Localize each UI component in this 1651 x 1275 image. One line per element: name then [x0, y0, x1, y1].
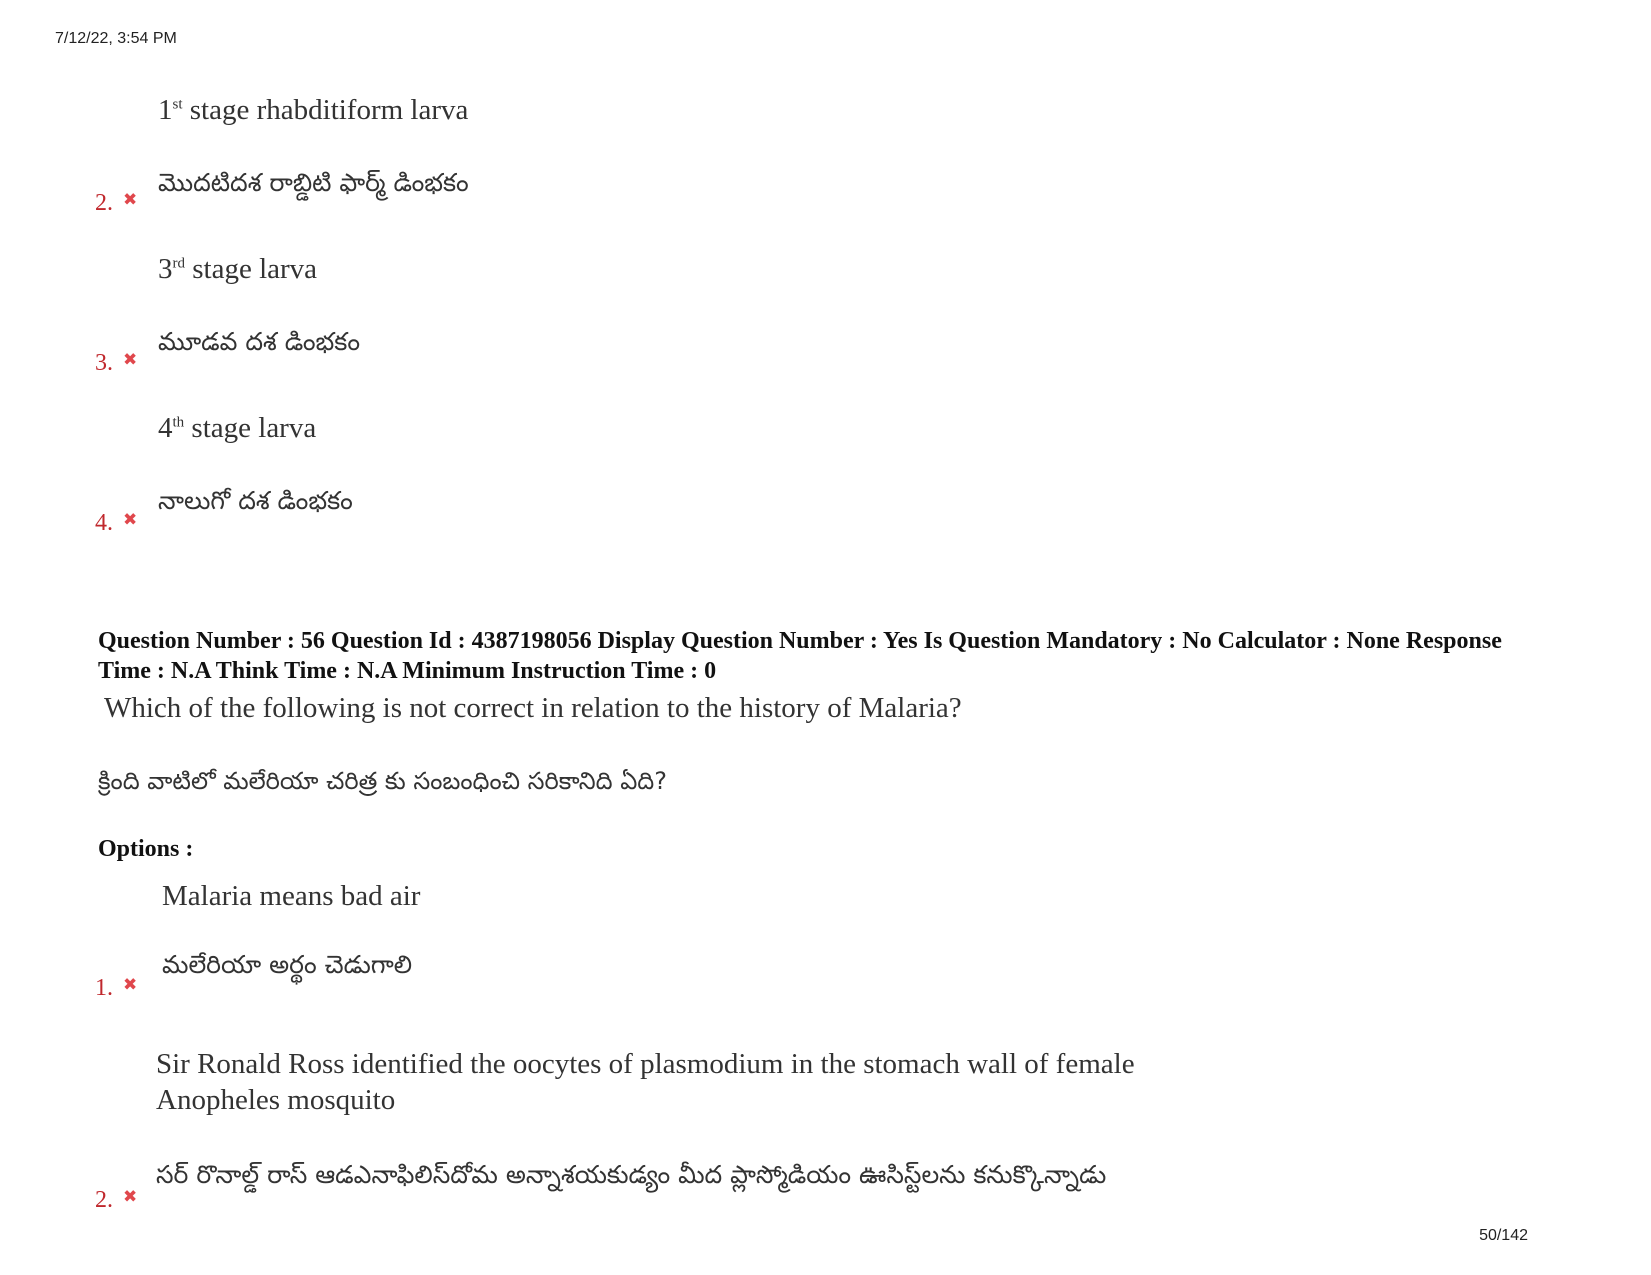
- option-1-english: Malaria means bad air: [162, 880, 421, 912]
- question-text-english: Which of the following is not correct in relation to the history of Malaria?: [104, 692, 962, 724]
- wrong-mark-icon: ✖: [123, 510, 138, 530]
- option-2-telugu: సర్ రొనాల్డ్ రాస్ ఆడఎనాఫిలిస్‌దోమ అన్నాశయకుడ్యం మీద ప్లాస్మోడియం ఊసిస్ట్‌లను కనుక్కొన్నాడు: [156, 1160, 1107, 1189]
- prev-option-4-telugu: నాలుగో దశ డింభకం: [158, 486, 353, 515]
- wrong-mark-icon: ✖: [123, 190, 138, 210]
- option-2-number: 2.: [95, 1187, 113, 1213]
- question-text-telugu: క్రింది వాటిలో మలేరియా చరిత్ర కు సంబంధించి సరికానిది ఏది?: [98, 767, 667, 795]
- prev-option-4-number: 4.: [95, 510, 113, 536]
- options-label: Options :: [98, 836, 194, 862]
- wrong-mark-icon: ✖: [123, 350, 138, 370]
- option-1-number: 1.: [95, 975, 113, 1001]
- option-2-english-line-2: Anopheles mosquito: [156, 1084, 396, 1116]
- print-timestamp: 7/12/22, 3:54 PM: [55, 30, 177, 47]
- wrong-mark-icon: ✖: [123, 975, 138, 995]
- option-1-telugu: మలేరియా అర్థం చెడుగాలి: [162, 950, 413, 979]
- question-meta: [98, 626, 1578, 686]
- prev-option-4-english: 4th stage larva: [158, 412, 317, 444]
- wrong-mark-icon: ✖: [123, 1187, 138, 1207]
- prev-option-3-english: 3rd stage larva: [158, 253, 318, 285]
- prev-option-2-number: 2.: [95, 190, 113, 216]
- question-meta-line-1: Question Number : 56 Question Id : 4387198056 Display Question Number : Yes Is Question Mandatory : No Calculator : None Response: [98, 628, 1502, 654]
- prev-option-2-telugu: మొదటిదశ రాబ్డిటి ఫార్మ్ డింభకం: [158, 168, 469, 197]
- prev-option-3-telugu: మూడవ దశ డింభకం: [158, 327, 360, 356]
- prev-option-3-number: 3.: [95, 350, 113, 376]
- question-meta-line-2: Time : N.A Think Time : N.A Minimum Instruction Time : 0: [98, 658, 717, 684]
- page-number: 50/142: [1479, 1227, 1528, 1244]
- option-2-english-line-1: Sir Ronald Ross identified the oocytes of plasmodium in the stomach wall of female: [156, 1048, 1135, 1080]
- option-2-english: [156, 1046, 1256, 1118]
- prev-option-2-english: 1st stage rhabditiform larva: [158, 94, 469, 126]
